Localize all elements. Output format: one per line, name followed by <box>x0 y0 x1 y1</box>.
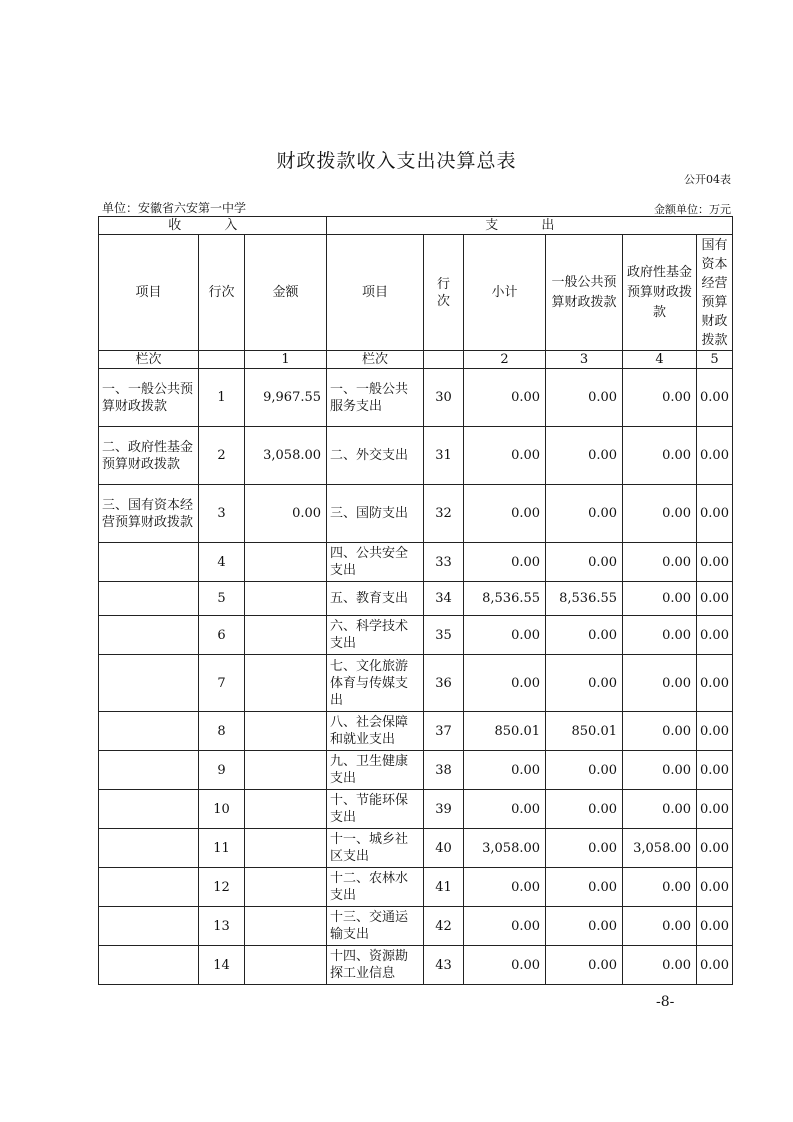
col-header-item: 项目 <box>99 235 199 351</box>
lanci-empty <box>199 351 245 369</box>
col-header-fund-budget: 政府性基金预算财政拨款 <box>623 235 697 351</box>
income-amount: 3,058.00 <box>245 427 327 485</box>
expense-row-no: 30 <box>424 369 464 427</box>
state-capital-amount: 0.00 <box>697 907 733 946</box>
income-item <box>99 751 199 790</box>
lanci-general: 3 <box>546 351 623 369</box>
table-row <box>99 543 733 582</box>
income-row-no: 5 <box>199 582 245 616</box>
general-budget-amount: 0.00 <box>546 655 623 712</box>
income-amount <box>245 790 327 829</box>
expense-item: 十四、资源勘探工业信息 <box>327 946 424 985</box>
expense-row-no: 43 <box>424 946 464 985</box>
general-budget-amount: 8,536.55 <box>546 582 623 616</box>
income-item <box>99 616 199 655</box>
lanci-subtotal: 2 <box>464 351 546 369</box>
expense-item: 三、国防支出 <box>327 485 424 543</box>
expense-row-no: 34 <box>424 582 464 616</box>
income-row-no: 6 <box>199 616 245 655</box>
fund-budget-amount: 0.00 <box>623 907 697 946</box>
expense-item: 十、节能环保支出 <box>327 790 424 829</box>
fund-budget-amount: 0.00 <box>623 712 697 751</box>
expense-item: 一、一般公共服务支出 <box>327 369 424 427</box>
subtotal-amount: 0.00 <box>464 369 546 427</box>
table-row <box>99 616 733 655</box>
state-capital-amount: 0.00 <box>697 543 733 582</box>
income-amount <box>245 655 327 712</box>
fund-budget-amount: 3,058.00 <box>623 829 697 868</box>
expense-item: 十一、城乡社区支出 <box>327 829 424 868</box>
expense-section-header: 支 出 <box>327 217 733 235</box>
col-header-item-expense: 项目 <box>327 235 424 351</box>
income-amount <box>245 751 327 790</box>
expense-item: 十三、交通运输支出 <box>327 907 424 946</box>
expense-item: 五、教育支出 <box>327 582 424 616</box>
subtotal-amount: 0.00 <box>464 790 546 829</box>
income-row-no: 3 <box>199 485 245 543</box>
table-row <box>99 712 733 751</box>
fund-budget-amount: 0.00 <box>623 582 697 616</box>
income-row-no: 8 <box>199 712 245 751</box>
page-title: 财政拨款收入支出决算总表 <box>276 150 517 172</box>
expense-item: 七、文化旅游体育与传媒支出 <box>327 655 424 712</box>
fund-budget-amount: 0.00 <box>623 790 697 829</box>
general-budget-amount: 0.00 <box>546 427 623 485</box>
state-capital-amount: 0.00 <box>697 829 733 868</box>
income-row-no: 9 <box>199 751 245 790</box>
income-row-no: 14 <box>199 946 245 985</box>
general-budget-amount: 0.00 <box>546 485 623 543</box>
income-amount <box>245 712 327 751</box>
fund-budget-amount: 0.00 <box>623 868 697 907</box>
lanci-amount: 1 <box>245 351 327 369</box>
income-item <box>99 868 199 907</box>
expense-row-no: 40 <box>424 829 464 868</box>
expense-row-no: 33 <box>424 543 464 582</box>
income-item <box>99 907 199 946</box>
income-amount <box>245 907 327 946</box>
state-capital-amount: 0.00 <box>697 946 733 985</box>
income-amount <box>245 582 327 616</box>
state-capital-amount: 0.00 <box>697 712 733 751</box>
income-row-no: 4 <box>199 543 245 582</box>
income-amount <box>245 868 327 907</box>
expense-row-no: 38 <box>424 751 464 790</box>
fund-budget-amount: 0.00 <box>623 485 697 543</box>
income-row-no: 7 <box>199 655 245 712</box>
income-item <box>99 712 199 751</box>
subtotal-amount: 850.01 <box>464 712 546 751</box>
expense-item: 四、公共安全支出 <box>327 543 424 582</box>
fund-budget-amount: 0.00 <box>623 369 697 427</box>
fund-budget-amount: 0.00 <box>623 543 697 582</box>
subtotal-amount: 0.00 <box>464 427 546 485</box>
income-amount <box>245 946 327 985</box>
subtotal-amount: 0.00 <box>464 616 546 655</box>
col-header-row-no-expense: 行次 <box>424 235 464 351</box>
state-capital-amount: 0.00 <box>697 582 733 616</box>
income-item <box>99 946 199 985</box>
expense-item: 六、科学技术支出 <box>327 616 424 655</box>
col-header-state-capital: 国有资本经营预算财政拨款 <box>697 235 733 351</box>
expense-row-no: 42 <box>424 907 464 946</box>
income-row-no: 12 <box>199 868 245 907</box>
income-item <box>99 790 199 829</box>
subtotal-amount: 0.00 <box>464 543 546 582</box>
income-item: 二、政府性基金预算财政拨款 <box>99 427 199 485</box>
income-item: 三、国有资本经营预算财政拨款 <box>99 485 199 543</box>
general-budget-amount: 0.00 <box>546 543 623 582</box>
income-amount <box>245 829 327 868</box>
table-row <box>99 485 733 543</box>
subtotal-amount: 0.00 <box>464 907 546 946</box>
general-budget-amount: 0.00 <box>546 369 623 427</box>
col-header-general-budget: 一般公共预算财政拨款 <box>546 235 623 351</box>
subtotal-amount: 0.00 <box>464 655 546 712</box>
state-capital-amount: 0.00 <box>697 790 733 829</box>
general-budget-amount: 0.00 <box>546 946 623 985</box>
subtotal-amount: 0.00 <box>464 946 546 985</box>
reporting-unit: 单位：安徽省六安第一中学 <box>102 201 247 215</box>
page-number: -8- <box>656 994 675 1010</box>
lanci-empty-expense <box>424 351 464 369</box>
form-number: 公开04表 <box>684 173 731 186</box>
general-budget-amount: 0.00 <box>546 616 623 655</box>
state-capital-amount: 0.00 <box>697 427 733 485</box>
table-row <box>99 655 733 712</box>
expense-item: 十二、农林水支出 <box>327 868 424 907</box>
fund-budget-amount: 0.00 <box>623 427 697 485</box>
col-header-amount: 金额 <box>245 235 327 351</box>
lanci-label: 栏次 <box>99 351 199 369</box>
income-row-no: 2 <box>199 427 245 485</box>
general-budget-amount: 0.00 <box>546 790 623 829</box>
expense-row-no: 36 <box>424 655 464 712</box>
table-row <box>99 751 733 790</box>
section-header-row <box>99 217 733 235</box>
subtotal-amount: 3,058.00 <box>464 829 546 868</box>
general-budget-amount: 850.01 <box>546 712 623 751</box>
fund-budget-amount: 0.00 <box>623 616 697 655</box>
column-header-row <box>99 235 733 351</box>
income-item <box>99 655 199 712</box>
income-item <box>99 543 199 582</box>
income-item: 一、一般公共预算财政拨款 <box>99 369 199 427</box>
budget-table <box>98 216 733 985</box>
state-capital-amount: 0.00 <box>697 751 733 790</box>
fund-budget-amount: 0.00 <box>623 751 697 790</box>
table-row <box>99 790 733 829</box>
lanci-fund: 4 <box>623 351 697 369</box>
table-row <box>99 369 733 427</box>
state-capital-amount: 0.00 <box>697 616 733 655</box>
income-item <box>99 829 199 868</box>
state-capital-amount: 0.00 <box>697 655 733 712</box>
income-amount <box>245 543 327 582</box>
money-unit: 金额单位：万元 <box>654 203 731 216</box>
expense-item: 二、外交支出 <box>327 427 424 485</box>
subtotal-amount: 0.00 <box>464 868 546 907</box>
table-row <box>99 427 733 485</box>
lanci-state: 5 <box>697 351 733 369</box>
table-row <box>99 582 733 616</box>
expense-row-no: 31 <box>424 427 464 485</box>
table-row <box>99 829 733 868</box>
lanci-row <box>99 351 733 369</box>
income-row-no: 11 <box>199 829 245 868</box>
subtotal-amount: 0.00 <box>464 485 546 543</box>
income-row-no: 10 <box>199 790 245 829</box>
income-row-no: 13 <box>199 907 245 946</box>
table-row <box>99 946 733 985</box>
subtotal-amount: 0.00 <box>464 751 546 790</box>
col-header-row-no: 行次 <box>199 235 245 351</box>
expense-row-no: 41 <box>424 868 464 907</box>
income-section-header: 收 入 <box>99 217 327 235</box>
fund-budget-amount: 0.00 <box>623 655 697 712</box>
fund-budget-amount: 0.00 <box>623 946 697 985</box>
table-row <box>99 868 733 907</box>
state-capital-amount: 0.00 <box>697 868 733 907</box>
income-amount <box>245 616 327 655</box>
expense-item: 九、卫生健康支出 <box>327 751 424 790</box>
table-row <box>99 907 733 946</box>
expense-row-no: 35 <box>424 616 464 655</box>
subtotal-amount: 8,536.55 <box>464 582 546 616</box>
expense-row-no: 32 <box>424 485 464 543</box>
expense-item: 八、社会保障和就业支出 <box>327 712 424 751</box>
income-row-no: 1 <box>199 369 245 427</box>
state-capital-amount: 0.00 <box>697 485 733 543</box>
general-budget-amount: 0.00 <box>546 829 623 868</box>
state-capital-amount: 0.00 <box>697 369 733 427</box>
lanci-label-expense: 栏次 <box>327 351 424 369</box>
general-budget-amount: 0.00 <box>546 868 623 907</box>
expense-row-no: 39 <box>424 790 464 829</box>
general-budget-amount: 0.00 <box>546 751 623 790</box>
general-budget-amount: 0.00 <box>546 907 623 946</box>
income-amount: 0.00 <box>245 485 327 543</box>
income-item <box>99 582 199 616</box>
col-header-subtotal: 小计 <box>464 235 546 351</box>
income-amount: 9,967.55 <box>245 369 327 427</box>
expense-row-no: 37 <box>424 712 464 751</box>
